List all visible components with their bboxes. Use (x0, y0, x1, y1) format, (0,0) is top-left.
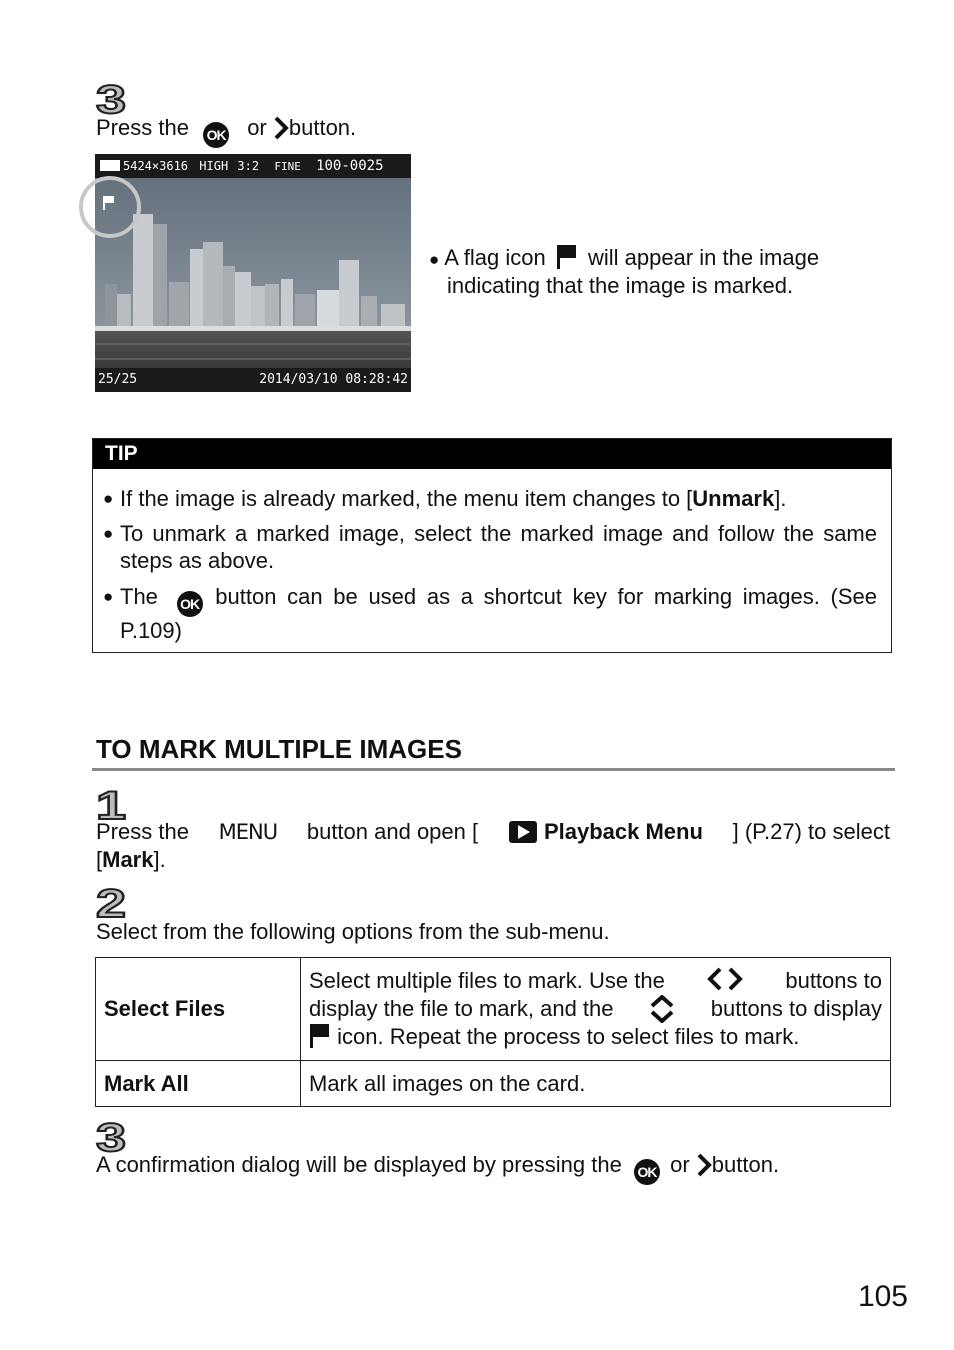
step2-text: Select from the following options from the sub-menu. (96, 919, 610, 944)
step3b-or: or (670, 1152, 690, 1177)
table-row (96, 1061, 891, 1107)
opt1-l3: icon. Repeat the process to select files to mark. (337, 1024, 800, 1049)
resolution-label: 5424×3616 (123, 159, 189, 173)
tip2-text: To unmark a marked image, select the marked image and follow the same steps as above. (120, 521, 877, 573)
page-number: 105 (857, 1280, 908, 1313)
camera-playback-screen (95, 154, 411, 392)
flag-icon (556, 244, 578, 270)
section-heading: TO MARK MULTIPLE IMAGES (96, 734, 462, 764)
tip3-post: button can be used as a shortcut key for marking images. (See P.109) (120, 584, 877, 643)
flag-icon (309, 1023, 331, 1049)
flag-icon (102, 195, 116, 211)
tip-item-3 (103, 583, 877, 644)
bullet: ● (103, 524, 114, 543)
tip-item-1 (103, 485, 877, 512)
step-number-3: 3 (96, 78, 125, 122)
screen-status-bar (95, 368, 411, 392)
step1-t1: Press the (96, 819, 189, 844)
option-key-mark-all: Mark All (96, 1061, 301, 1107)
step-number-1: 1 (96, 784, 125, 828)
tip1-post: ]. (774, 486, 787, 511)
step3-instruction (96, 114, 356, 148)
bullet: ● (429, 250, 440, 269)
battery-icon (100, 160, 120, 171)
table-row (96, 958, 891, 1061)
step3b-post: button. (711, 1152, 780, 1177)
step3-text-or: or (247, 115, 267, 140)
image-count-label: 25/25 (98, 372, 138, 387)
right-arrow-icon (273, 116, 289, 140)
flag-note-pre: A flag icon (444, 245, 546, 270)
step1-t5: ]. (153, 847, 166, 872)
section-divider (92, 768, 895, 771)
opt1-l1-pre: Select multiple files to mark. Use the (309, 968, 665, 993)
step-number-2: 2 (96, 882, 125, 926)
ok-button-icon: OK (634, 1159, 660, 1185)
up-down-arrows-icon (649, 995, 675, 1023)
flag-note-line2: indicating that the image is marked. (447, 273, 794, 298)
step3-text-post: button. (288, 115, 357, 140)
tip-item-2 (103, 520, 877, 574)
option-desc-select-files (301, 958, 891, 1061)
menu-button-icon: MENU (218, 820, 278, 844)
step1-line1 (96, 818, 890, 846)
ok-button-icon: OK (203, 122, 229, 148)
opt1-l2-post: buttons to display (710, 996, 882, 1021)
right-arrow-icon (696, 1153, 712, 1177)
option-desc-mark-all: Mark all images on the card. (301, 1061, 891, 1107)
tip-heading: TIP (93, 439, 891, 469)
fine-label: FINE (274, 160, 301, 173)
tip3-pre: The (120, 584, 158, 609)
flag-note-post: will appear in the image (587, 245, 820, 270)
ratio-label: 3:2 (237, 159, 260, 173)
opt1-l1-post: buttons to (785, 968, 882, 993)
tip1-pre: If the image is already marked, the menu item changes to [ (120, 486, 693, 511)
tip-box (92, 438, 892, 653)
step-number-3b: 3 (96, 1116, 125, 1160)
step1-t3: ] (P.27) to select (732, 819, 890, 844)
tip1-bold: Unmark (692, 486, 775, 511)
opt1-l2-pre: display the file to mark, and the (309, 996, 614, 1021)
step1-t2: button and open [ (306, 819, 479, 844)
bullet: ● (103, 489, 114, 508)
step3b-pre: A confirmation dialog will be displayed by pressing the (96, 1152, 622, 1177)
left-right-arrows-icon (705, 967, 745, 991)
options-table (95, 957, 891, 1107)
city-skyline-image (95, 154, 411, 392)
datetime-label: 2014/03/10 08:28:42 (259, 372, 408, 387)
bullet: ● (103, 587, 114, 606)
screen-info-bar (95, 154, 411, 178)
quality-label: HIGH (199, 159, 229, 173)
step1-t4: [ (96, 847, 103, 872)
step3b-instruction (96, 1151, 779, 1185)
step3-text-pre: Press the (96, 115, 189, 140)
playback-menu-label: Playback Menu (543, 819, 703, 844)
playback-menu-icon (508, 820, 538, 844)
ok-button-icon: OK (177, 591, 203, 617)
option-key-select-files: Select Files (96, 958, 301, 1061)
flag-note-line1 (429, 244, 819, 274)
mark-label: Mark (102, 847, 154, 872)
file-number-label: 100-0025 (316, 158, 384, 174)
step1-line2 (96, 846, 166, 874)
